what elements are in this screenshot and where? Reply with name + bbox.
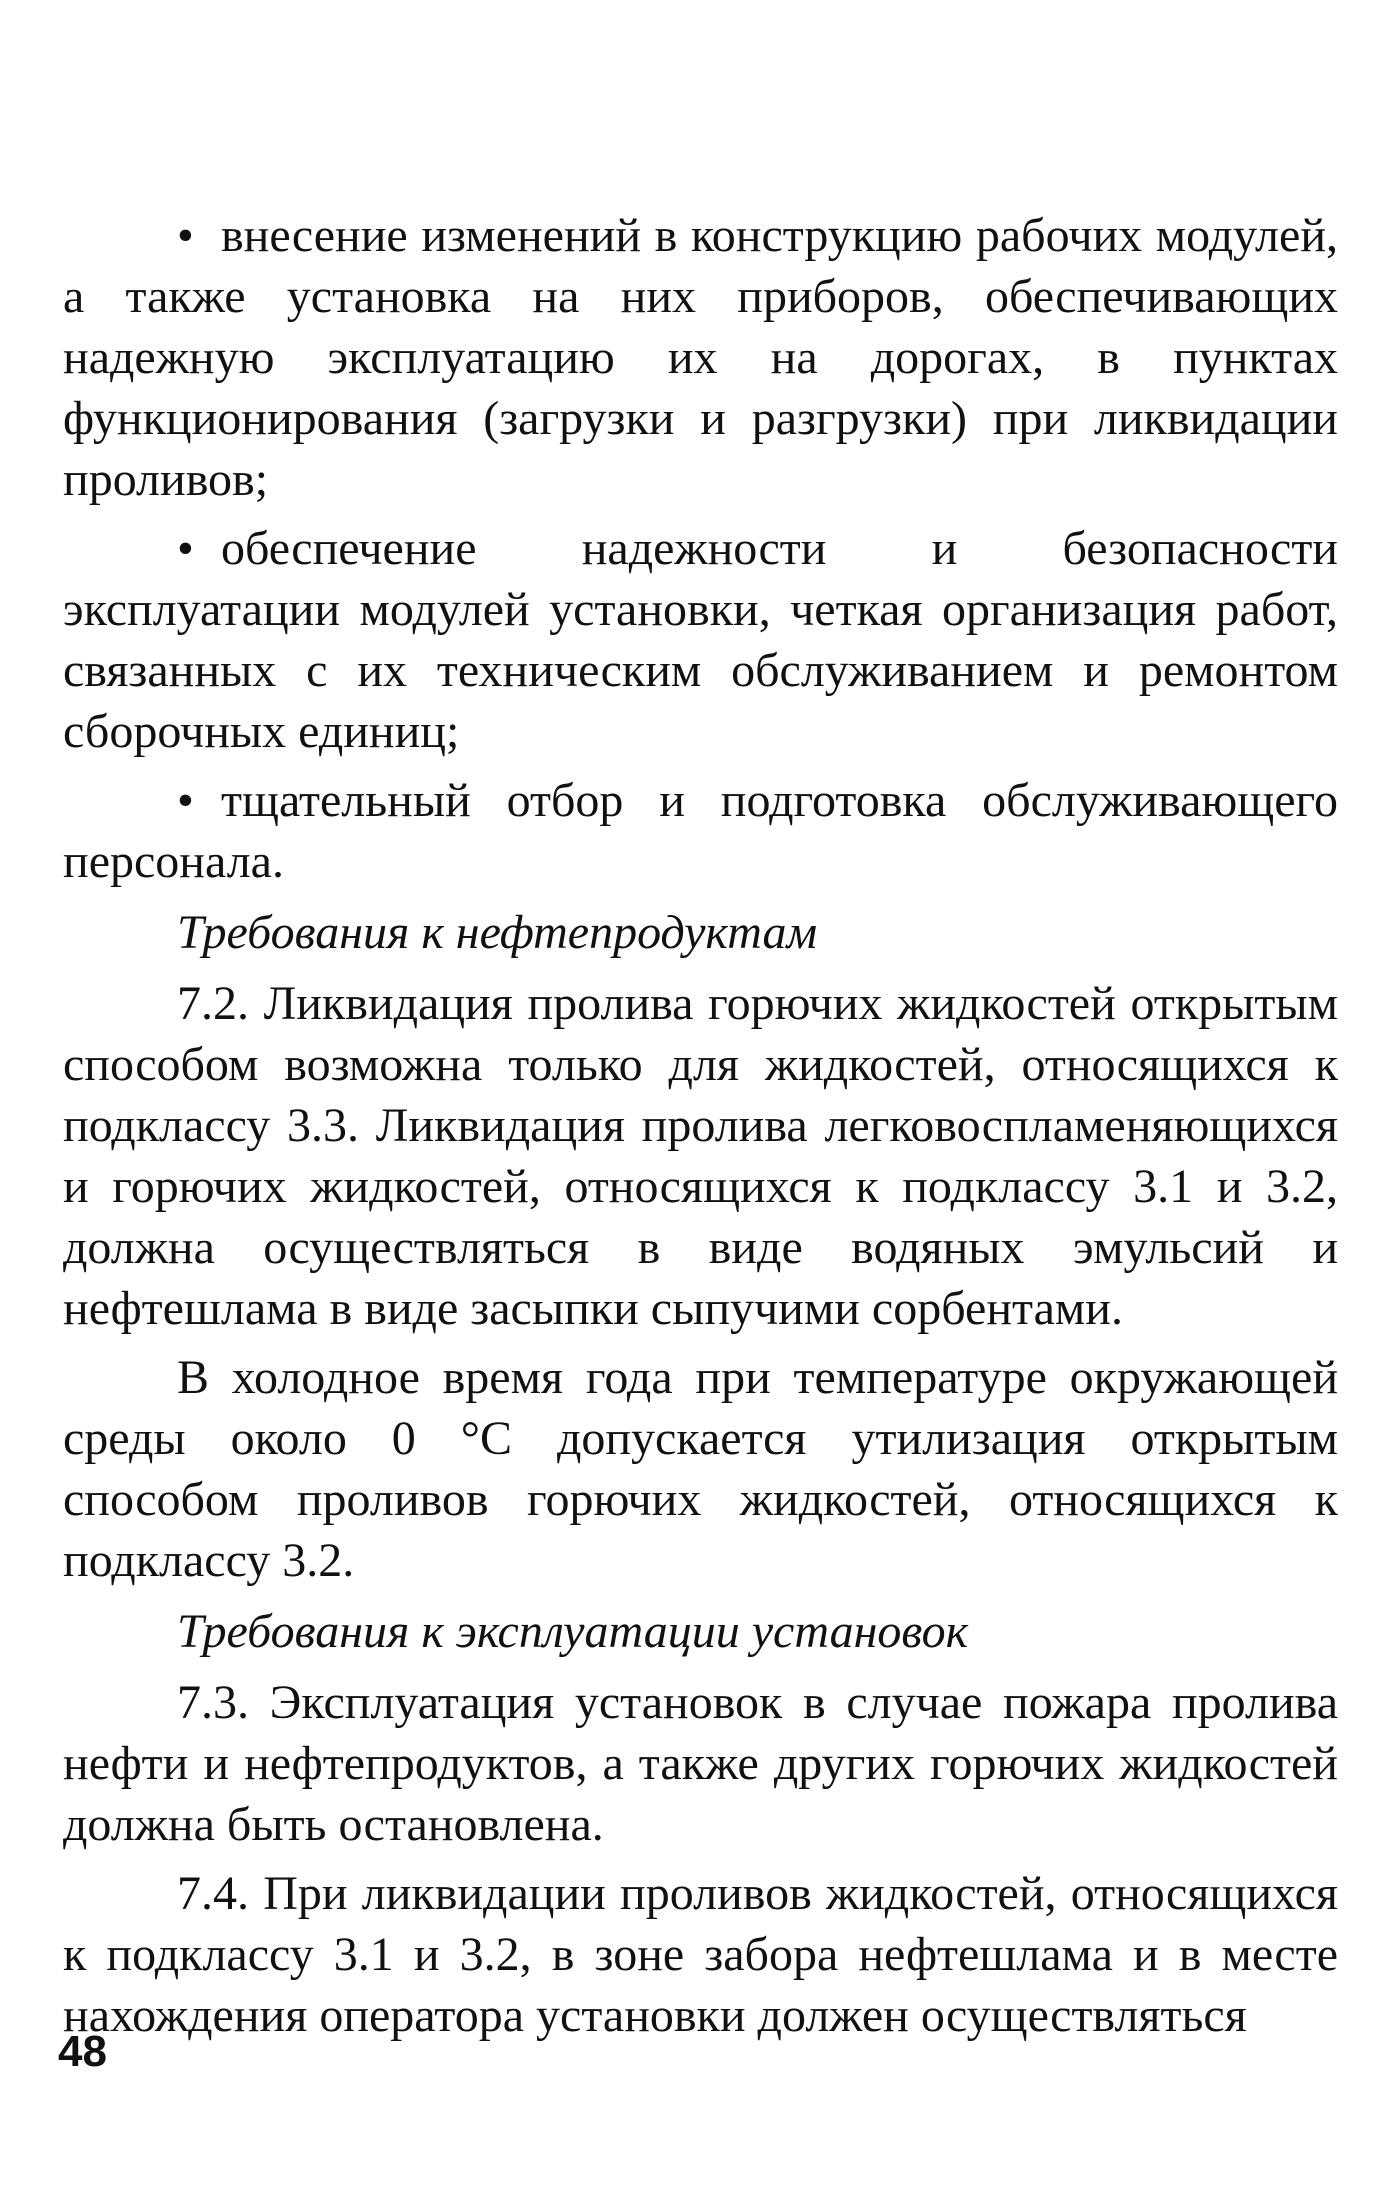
paragraph-cold-season: В холодное время года при температуре окружающей среды около 0 °С допускается утилизация открытым способом проливов горючих жидкостей, относящихся к подклассу 3.2. bbox=[63, 1351, 1338, 1587]
section-heading-petroleum-products: Требования к нефтепродуктам bbox=[177, 906, 818, 959]
page-text bbox=[63, 205, 1338, 2046]
paragraph-7-2: 7.2. Ликвидация пролива горючих жидкостей открытым способом возможна только для жидкостей, относящихся к подклассу 3.3. Ликвидация пролива легковоспламеняющихся и горючих жидкостей, относящихся к подклассу 3.1 и 3.2, должна осуществляться в виде водяных эмульсий и нефтешлама в виде засыпки сыпучими сорбентами. bbox=[63, 977, 1338, 1335]
bullet-paragraph-reliability-safety: • обеспечение надежности и безопасности эксплуатации модулей установки, четкая организация работ, связанных с их техническим обслуживанием и ремонтом сборочных единиц; bbox=[63, 518, 1338, 762]
section-heading-installation-operation: Требования к эксплуатации установок bbox=[177, 1605, 969, 1658]
bullet-paragraph-personnel-selection: • тщательный отбор и подготовка обслуживающего персонала. bbox=[63, 770, 1338, 892]
paragraph-7-4: 7.4. При ликвидации проливов жидкостей, относящихся к подклассу 3.1 и 3.2, в зоне забора нефтешлама и в месте нахождения оператора установки должен осуществляться bbox=[63, 1867, 1338, 2042]
bullet-paragraph-design-changes: • внесение изменений в конструкцию рабочих модулей, а также установка на них приборов, обеспечивающих надежную эксплуатацию их на дорогах, в пунктах функционирования (загрузки и разгрузки) при ликвидации проливов; bbox=[63, 205, 1338, 510]
paragraph-7-3: 7.3. Эксплуатация установок в случае пожара пролива нефти и нефтепродуктов, а также других горючих жидкостей должна быть остановлена. bbox=[63, 1676, 1338, 1851]
page-number: 48 bbox=[58, 2027, 107, 2076]
